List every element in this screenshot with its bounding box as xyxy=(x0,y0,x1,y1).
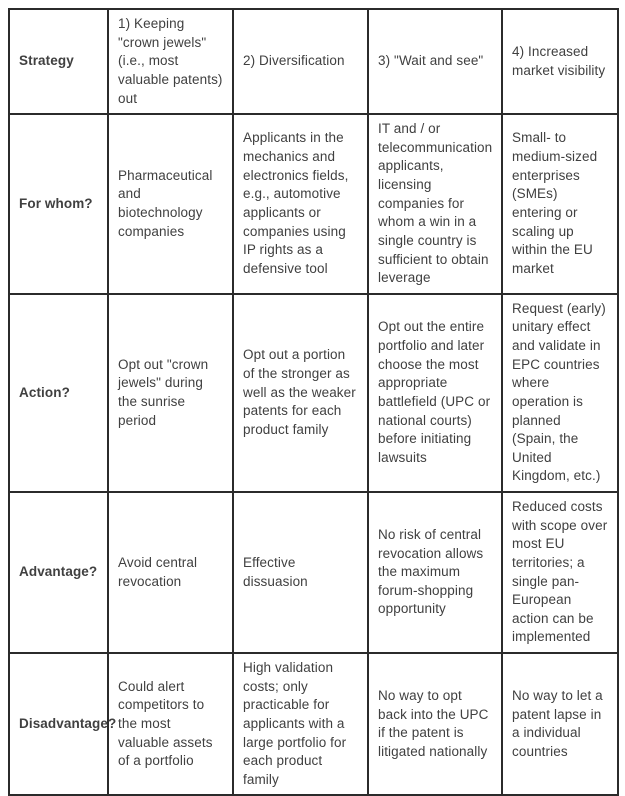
cell-for-whom-3: IT and / or telecommunication applicants, licensing companies for whom a win in a single country is sufficient to obtain leverage xyxy=(368,114,502,294)
row-header-for-whom: For whom? xyxy=(9,114,108,294)
patent-strategy-table xyxy=(8,8,619,796)
cell-action-1: Opt out "crown jewels" during the sunrise period xyxy=(108,294,233,492)
cell-action-3: Opt out the entire portfolio and later choose the most appropriate battlefield (UPC or national courts) before initiating lawsuits xyxy=(368,294,502,492)
cell-disadvantage-2: High validation costs; only practicable for applicants with a large portfolio for each product family xyxy=(233,653,368,795)
cell-advantage-1: Avoid central revocation xyxy=(108,492,233,653)
cell-advantage-4: Reduced costs with scope over most EU territories; a single pan-European action can be implemented xyxy=(502,492,618,653)
row-header-action: Action? xyxy=(9,294,108,492)
cell-strategy-1: 1) Keeping "crown jewels" (i.e., most valuable patents) out xyxy=(108,9,233,114)
table-row-for-whom xyxy=(9,114,618,294)
table-row-advantage xyxy=(9,492,618,653)
row-header-disadvantage: Disadvantage? xyxy=(9,653,108,795)
cell-action-2: Opt out a portion of the stronger as well as the weaker patents for each product family xyxy=(233,294,368,492)
cell-action-4: Request (early) unitary effect and validate in EPC countries where operation is planned (Spain, the United Kingdom, etc.) xyxy=(502,294,618,492)
cell-strategy-2: 2) Diversification xyxy=(233,9,368,114)
row-header-advantage: Advantage? xyxy=(9,492,108,653)
cell-disadvantage-1: Could alert competitors to the most valuable assets of a portfolio xyxy=(108,653,233,795)
cell-for-whom-1: Pharmaceutical and biotechnology companies xyxy=(108,114,233,294)
cell-for-whom-2: Applicants in the mechanics and electronics fields, e.g., automotive applicants or companies using IP rights as a defensive tool xyxy=(233,114,368,294)
table-row-disadvantage xyxy=(9,653,618,795)
cell-disadvantage-3: No way to opt back into the UPC if the patent is litigated nationally xyxy=(368,653,502,795)
cell-for-whom-4: Small- to medium-sized enterprises (SMEs) entering or scaling up within the EU market xyxy=(502,114,618,294)
cell-advantage-3: No risk of central revocation allows the maximum forum-shopping opportunity xyxy=(368,492,502,653)
table-row-strategy xyxy=(9,9,618,114)
cell-strategy-3: 3) "Wait and see" xyxy=(368,9,502,114)
cell-disadvantage-4: No way to let a patent lapse in a individual countries xyxy=(502,653,618,795)
table-row-action xyxy=(9,294,618,492)
cell-advantage-2: Effective dissuasion xyxy=(233,492,368,653)
cell-strategy-4: 4) Increased market visibility xyxy=(502,9,618,114)
row-header-strategy: Strategy xyxy=(9,9,108,114)
